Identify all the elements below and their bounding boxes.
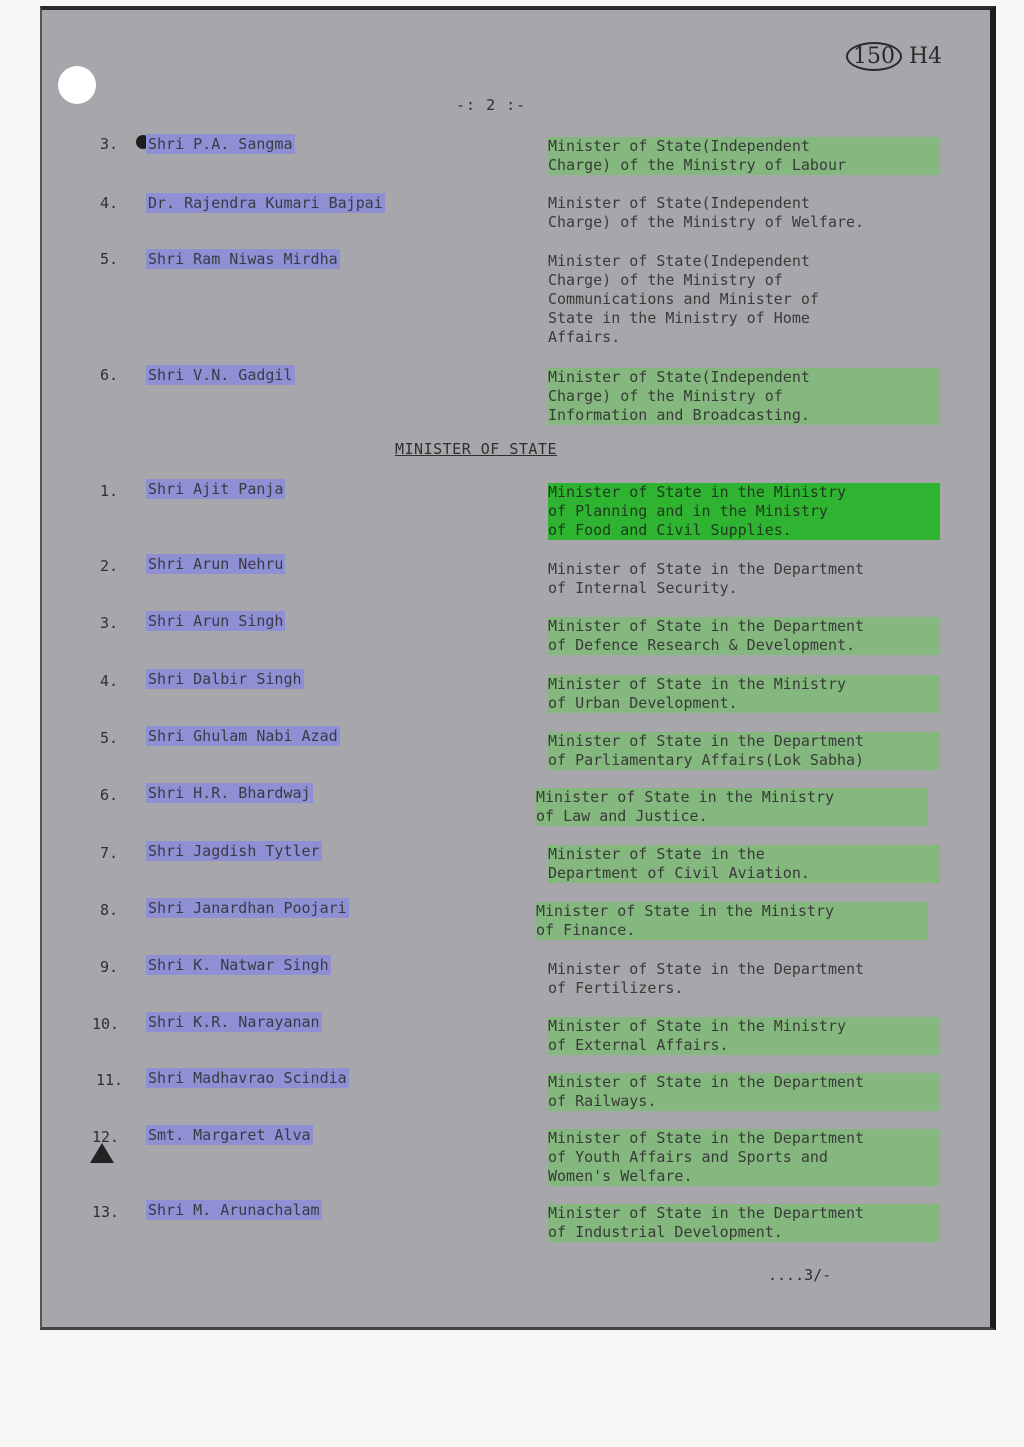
continuation-marker: ....3/- <box>768 1266 832 1284</box>
entry-number: 13. <box>92 1203 120 1221</box>
portfolio-description: Minister of State(Independent Charge) of the Ministry of Welfare. <box>548 194 865 231</box>
minister-name: Shri H.R. Bhardwaj <box>148 784 311 802</box>
minister-name: Shri V.N. Gadgil <box>148 366 293 384</box>
portfolio-description: Minister of State in the Department of Civil Aviation. <box>548 845 940 883</box>
entry-number: 10. <box>92 1015 120 1033</box>
entry-number: 7. <box>100 844 119 862</box>
minister-name: Shri Ram Niwas Mirdha <box>148 250 338 268</box>
entry-number: 9. <box>100 958 119 976</box>
stamp-number: 150 <box>846 42 902 71</box>
portfolio-description: Minister of State in the Department of Industrial Development. <box>548 1204 940 1242</box>
entry-number: 12. <box>92 1128 120 1146</box>
minister-name: Shri Arun Nehru <box>148 555 284 573</box>
portfolio-description: Minister of State in the Department of Fertilizers. <box>548 960 865 997</box>
punch-hole <box>58 66 96 104</box>
entry-number: 5. <box>100 250 119 268</box>
entry-number: 6. <box>100 366 119 384</box>
minister-name: Shri M. Arunachalam <box>148 1201 320 1219</box>
portfolio-description: Minister of State in the Ministry of External Affairs. <box>548 1017 940 1055</box>
portfolio-description: Minister of State in the Department of Youth Affairs and Sports and Women's Welfare. <box>548 1129 940 1186</box>
minister-name: Smt. Margaret Alva <box>148 1126 311 1144</box>
entry-number: 5. <box>100 729 119 747</box>
portfolio-description: Minister of State in the Ministry of Planning and in the Ministry of Food and Civil Supplies. <box>548 483 940 540</box>
portfolio-description: Minister of State in the Ministry of Urban Development. <box>548 675 940 713</box>
entry-number: 2. <box>100 557 119 575</box>
stamp-tick: H4 <box>909 44 943 69</box>
portfolio-description: Minister of State(Independent Charge) of the Ministry of Labour <box>548 137 940 175</box>
page-stamp <box>846 42 942 71</box>
minister-name: Shri Ghulam Nabi Azad <box>148 727 338 745</box>
minister-name: Shri P.A. Sangma <box>148 135 293 153</box>
entry-number: 6. <box>100 786 119 804</box>
page-marker: -: 2 :- <box>456 96 527 114</box>
minister-name: Shri Ajit Panja <box>148 480 284 498</box>
minister-name: Shri K.R. Narayanan <box>148 1013 320 1031</box>
portfolio-description: Minister of State(Independent Charge) of the Ministry of Communications and Minister of State in the Ministry of Home Affairs. <box>548 252 819 346</box>
portfolio-description: Minister of State in the Department of Parliamentary Affairs(Lok Sabha) <box>548 732 940 770</box>
entry-number: 4. <box>100 672 119 690</box>
minister-name: Shri K. Natwar Singh <box>148 956 329 974</box>
portfolio-description: Minister of State in the Ministry of Law and Justice. <box>536 788 928 826</box>
entry-number: 1. <box>100 482 119 500</box>
minister-name: Shri Madhavrao Scindia <box>148 1069 347 1087</box>
section-heading: MINISTER OF STATE <box>395 440 558 458</box>
portfolio-description: Minister of State(Independent Charge) of the Ministry of Information and Broadcasting. <box>548 368 940 425</box>
minister-name: Shri Janardhan Poojari <box>148 899 347 917</box>
minister-name: Shri Jagdish Tytler <box>148 842 320 860</box>
entry-number: 8. <box>100 901 119 919</box>
portfolio-description: Minister of State in the Ministry of Finance. <box>536 902 928 940</box>
entry-number: 3. <box>100 614 119 632</box>
minister-name: Shri Arun Singh <box>148 612 284 630</box>
portfolio-description: Minister of State in the Department of Internal Security. <box>548 560 865 597</box>
entry-number: 4. <box>100 194 119 212</box>
minister-name: Dr. Rajendra Kumari Bajpai <box>148 194 383 212</box>
portfolio-description: Minister of State in the Department of Defence Research & Development. <box>548 617 940 655</box>
portfolio-description: Minister of State in the Department of Railways. <box>548 1073 940 1111</box>
minister-name: Shri Dalbir Singh <box>148 670 302 688</box>
entry-number: 3. <box>100 135 119 153</box>
entry-number: 11. <box>96 1071 124 1089</box>
ink-blot-mark <box>90 1143 114 1163</box>
